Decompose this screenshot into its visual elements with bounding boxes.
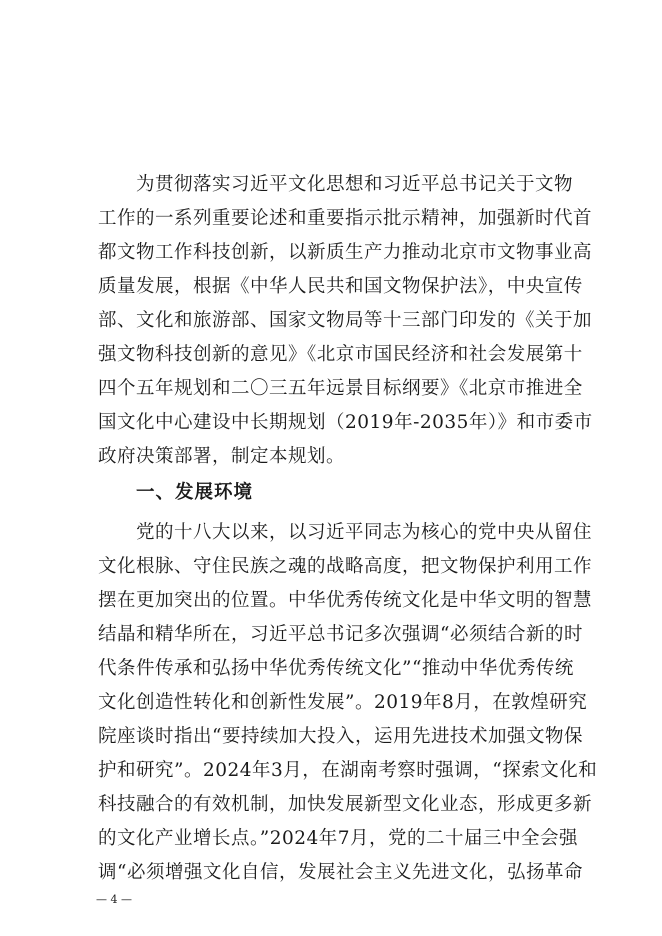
paragraph2-line: 结晶和精华所在，习近平总书记多次强调“必须结合新的时: [98, 624, 583, 645]
page-number: — 4 —: [96, 893, 132, 906]
paragraph2-line: 院座谈时指出“要持续加大投入，运用先进技术加强文物保: [98, 726, 583, 747]
paragraph2-line: 党的十八大以来，以习近平同志为核心的党中央从留住: [136, 522, 593, 543]
paragraph1-line: 工作的一系列重要论述和重要指示批示精神，加强新时代首: [98, 208, 593, 229]
paragraph2-line: 摆在更加突出的位置。中华优秀传统文化是中华文明的智慧: [98, 590, 593, 611]
paragraph1-line: 部、文化和旅游部、国家文物局等十三部门印发的《关于加: [98, 310, 593, 331]
paragraph2-line: 的文化产业增长点。”2024年7月，党的二十届三中全会强: [98, 828, 579, 849]
paragraph1-line: 质量发展，根据《中华人民共和国文物保护法》，中央宣传: [98, 276, 583, 297]
paragraph2-line: 文化创造性转化和创新性发展”。2019年8月，在敦煌研究: [98, 692, 588, 713]
paragraph1-line: 政府决策部署，制定本规划。: [98, 446, 346, 467]
paragraph1-line: 都文物工作科技创新，以新质生产力推动北京市文物事业高: [98, 242, 593, 263]
paragraph1-line: 国文化中心建设中长期规划（2019年-2035年）》和市委市: [98, 412, 593, 433]
paragraph2-line: 代条件传承和弘扬中华优秀传统文化”“推动中华优秀传统: [98, 658, 574, 679]
paragraph1-line: 四个五年规划和二〇三五年远景目标纲要》《北京市推进全: [98, 378, 583, 399]
paragraph1-line: 强文物科技创新的意见》《北京市国民经济和社会发展第十: [98, 344, 583, 365]
paragraph1-line: 为贯彻落实习近平文化思想和习近平总书记关于文物: [136, 174, 574, 195]
paragraph2-line: 调“必须增强文化自信，发展社会主义先进文化，弘扬革命: [98, 862, 583, 883]
paragraph2-line: 文化根脉、守住民族之魂的战略高度，把文物保护利用工作: [98, 556, 593, 577]
paragraph2-line: 护和研究”。2024年3月，在湖南考察时强调，“探索文化和: [98, 760, 598, 781]
section-heading: 一、发展环境: [136, 482, 254, 503]
paragraph2-line: 科技融合的有效机制，加快发展新型文化业态，形成更多新: [98, 794, 593, 815]
